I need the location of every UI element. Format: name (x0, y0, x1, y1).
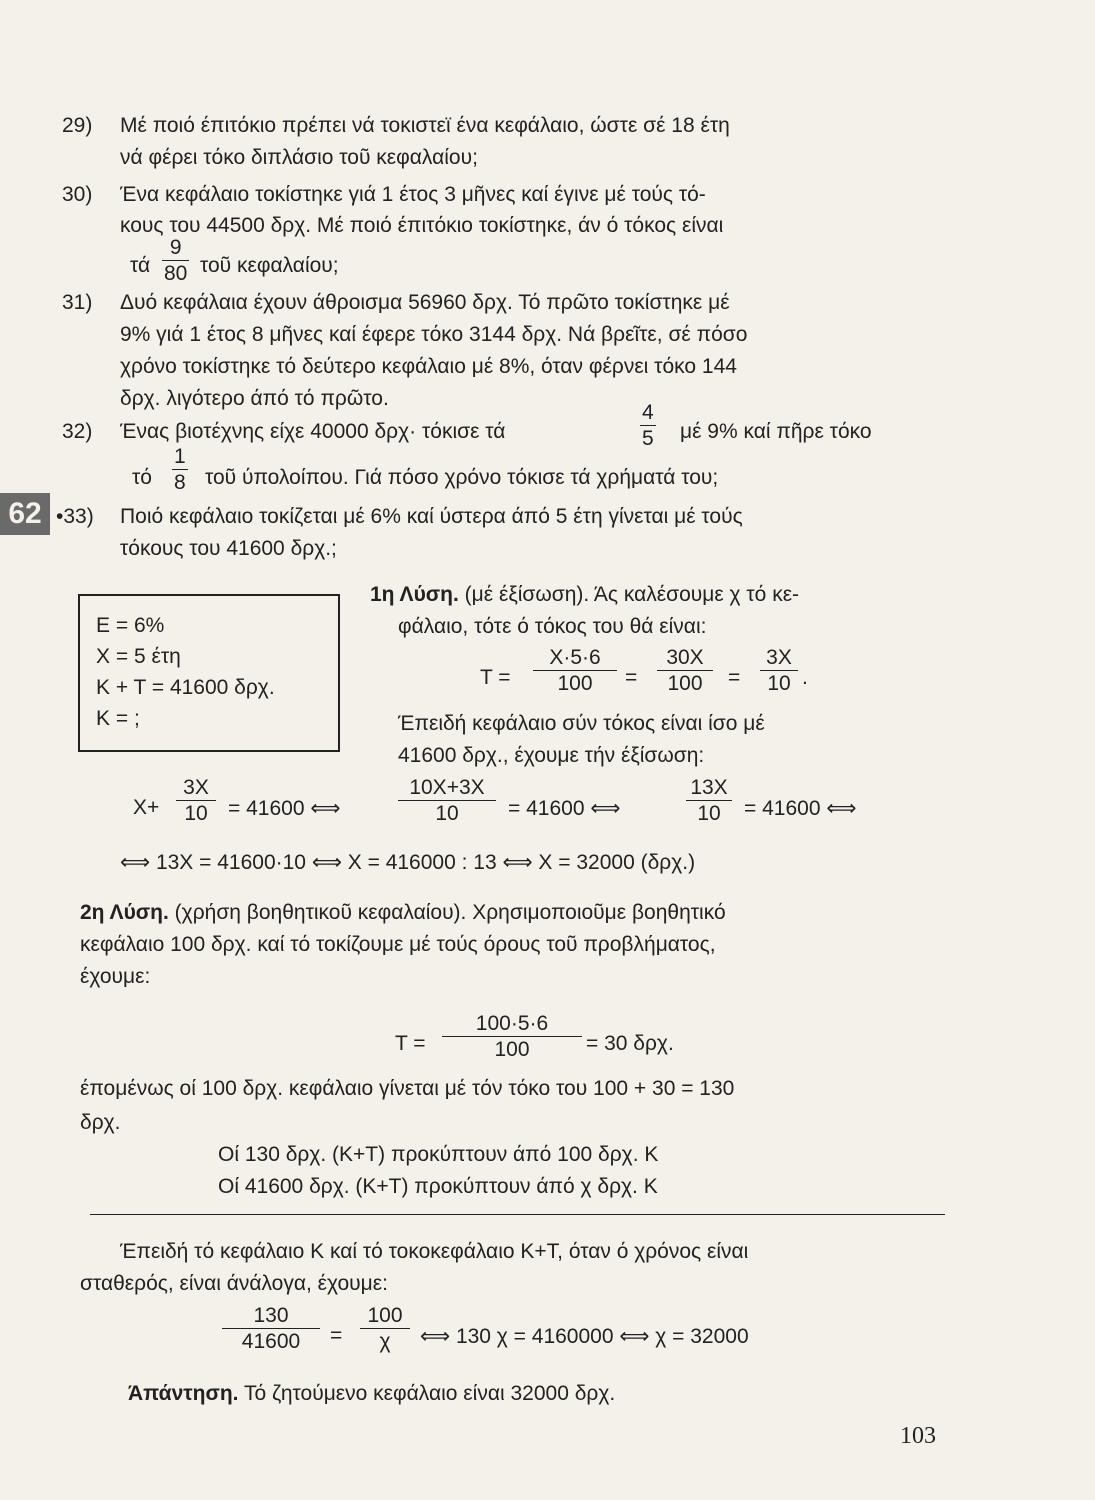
fraction-denominator: 10 (398, 800, 496, 824)
fraction-denominator: 100 (442, 1036, 582, 1060)
fraction-10056-100 (442, 1013, 582, 1060)
fraction-denominator: 41600 (222, 1328, 320, 1352)
t-lhs: Τ = (395, 1032, 426, 1055)
problem-30-line-2: κους του 44500 δρχ. Μέ ποιό έπιτόκιο τοκίστηκε, άν ό τόκος είναι (120, 214, 724, 237)
solution-1-line-3: Έπειδή κεφάλαιο σύν τόκος είναι ίσο μέ (398, 712, 765, 735)
fraction-denominator: 100 (657, 670, 713, 694)
solution-2-header (80, 901, 726, 925)
horizontal-rule (90, 1214, 945, 1215)
fraction-denominator: 100 (533, 670, 617, 694)
fraction-numerator: 4 (642, 401, 654, 424)
t-lhs: Τ = (480, 666, 511, 689)
fraction-numerator: 10Χ+3Χ (409, 776, 485, 799)
fraction-denominator: 80 (164, 262, 188, 285)
period: . (802, 666, 808, 689)
fraction-numerator: 3Χ (766, 646, 792, 669)
fraction-numerator: 130 (253, 1304, 289, 1327)
given-rate: Ε = 6% (96, 614, 165, 637)
problem-31-line-1: Δυό κεφάλαια έχουν άθροισμα 56960 δρχ. Τό πρῶτο τοκίστηκε μέ (120, 291, 730, 314)
solution-2-heading: 2η Λύση. (80, 901, 169, 924)
fraction-3x-10 (176, 777, 216, 824)
eq-result-1: = 41600 ⟺ (228, 797, 341, 820)
problem-31-line-3: χρόνο τοκίστηκε τό δεύτερο κεφάλαιο μέ 8%, όταν φέρνει τόκο 144 (120, 355, 737, 378)
solution-1-heading-rest: (μέ έξίσωση). Άς καλέσουμε χ τό κε- (464, 583, 800, 606)
t-rhs: = 30 δρχ. (586, 1032, 674, 1055)
equals-sign: = (625, 666, 638, 689)
problem-30-line-1: Ένα κεφάλαιο τοκίστηκε γιά 1 έτος 3 μῆνες καί έγινε μέ τούς τό- (120, 183, 706, 206)
fraction-denominator: 10 (686, 800, 732, 824)
after-line-2: σταθερός, είναι άνάλογα, έχουμε: (80, 1272, 388, 1295)
fraction-10x3x-10 (398, 777, 496, 824)
eq-x-plus: Χ+ (133, 796, 160, 819)
problem-29-line-2: νά φέρει τόκο διπλάσιο τοῦ κεφαλαίου; (120, 146, 478, 169)
fraction-numerator: Χ·5·6 (549, 646, 601, 669)
page-number: 103 (900, 1423, 936, 1449)
solution-2-line-4: έπομένως οί 100 δρχ. κεφάλαιο γίνεται μέ τόν τόκο του 100 + 30 = 130 (80, 1077, 735, 1100)
fraction-numerator: 30Χ (666, 646, 704, 669)
given-unknown: Κ = ; (96, 707, 140, 730)
solution-1-line-2: φάλαιο, τότε ό τόκος του θά είναι: (398, 615, 707, 638)
equals-sign: = (728, 666, 741, 689)
problem-33-line-2: τόκους του 41600 δρχ.; (120, 537, 337, 560)
fraction-numerator: 3Χ (183, 776, 209, 799)
fraction-denominator: 5 (642, 427, 654, 450)
problem-29-line-1: Μέ ποιό έπιτόκιο πρέπει νά τοκιστεϊ ένα κεφάλαιο, ώστε σέ 18 έτη (120, 114, 730, 137)
problem-31-line-2: 9% γιά 1 έτος 8 μῆνες καί έφερε τόκο 3144 δρχ. Νά βρεῖτε, σέ πόσο (120, 323, 748, 346)
solution-1-heading: 1η Λύση. (370, 583, 459, 606)
answer-text: Τό ζητούμενο κεφάλαιο είναι 32000 δρχ. (243, 1382, 616, 1405)
problem-32-line-1b: μέ 9% καί πῆρε τόκο (680, 420, 872, 443)
answer-label: Άπάντηση. (128, 1382, 239, 1405)
solution-2-line-3: έχουμε: (80, 965, 151, 988)
fraction-3x-10 (760, 647, 798, 694)
proportion-row-1: Οί 130 δρχ. (Κ+Τ) προκύπτουν άπό 100 δρχ. Κ (218, 1143, 659, 1166)
equals-sign: = (330, 1324, 343, 1347)
problem-32-number: 32) (62, 420, 93, 443)
given-total: Κ + Τ = 41600 δρχ. (96, 676, 275, 699)
fraction-100-x (360, 1305, 410, 1352)
fraction-9-80 (162, 237, 189, 284)
answer (128, 1382, 615, 1406)
proportion-row-2: Οί 41600 δρχ. (Κ+Τ) προκύπτουν άπό χ δρχ. Κ (218, 1175, 658, 1198)
problem-30-frac-suffix: τοῦ κεφαλαίου; (200, 254, 339, 277)
fraction-1-8 (172, 446, 188, 493)
fraction-30x-100 (657, 647, 713, 694)
given-data-box (78, 594, 340, 752)
fraction-denominator: 10 (760, 670, 798, 694)
problem-31-number: 31) (62, 291, 93, 314)
solution-2-heading-rest: (χρήση βοηθητικοῦ κεφαλαίου). Χρησιμοποιοῦμε βοηθητικό (174, 901, 726, 924)
eq-result-3: = 41600 ⟺ (744, 797, 857, 820)
fraction-numerator: 100 (367, 1304, 403, 1327)
solution-1-line-4: 41600 δρχ., έχουμε τήν έξίσωση: (398, 744, 705, 767)
after-line-1: Έπειδή τό κεφάλαιο Κ καί τό τοκοκεφάλαιο Κ+Τ, όταν ό χρόνος είναι (120, 1240, 749, 1263)
problem-33-line-1: Ποιό κεφάλαιο τοκίζεται μέ 6% καί ύστερα άπό 5 έτη γίνεται μέ τούς (120, 505, 743, 528)
solution-2-line-5: δρχ. (80, 1111, 121, 1134)
given-time: Χ = 5 έτη (96, 645, 181, 668)
problem-31-line-4: δρχ. λιγότερο άπό τό πρῶτο. (120, 387, 389, 410)
fraction-denominator: 10 (176, 800, 216, 824)
fraction-numerator: 9 (169, 236, 182, 259)
problem-29-number: 29) (62, 114, 93, 137)
problem-32-line-2b: τοῦ ύπολοίπου. Γιά πόσο χρόνο τόκισε τά χρήματά του; (205, 466, 719, 489)
fraction-13x-10 (686, 777, 732, 824)
fraction-x56-100 (533, 647, 617, 694)
problem-32-line-1a: Ένας βιοτέχνης είχε 40000 δρχ· τόκισε τά (120, 420, 506, 443)
problem-33-number: •33) (56, 505, 94, 528)
fraction-4-5 (640, 402, 656, 449)
fraction-denominator: 8 (174, 471, 186, 494)
fraction-numerator: 100·5·6 (475, 1012, 549, 1035)
fraction-numerator: 13Χ (690, 776, 728, 799)
problem-30-frac-prefix: τά (130, 254, 151, 277)
fraction-numerator: 1 (174, 445, 186, 468)
solution-2-line-2: κεφάλαιο 100 δρχ. καί τό τοκίζουμε μέ τούς όρους τοῦ προβλήματος, (80, 933, 716, 956)
problem-30-number: 30) (62, 183, 93, 206)
chapter-tab: 62 (0, 493, 50, 535)
solution-1-header (370, 583, 799, 607)
fraction-130-41600 (222, 1305, 320, 1352)
proportion-result: ⟺ 130 χ = 4160000 ⟺ χ = 32000 (420, 1325, 749, 1348)
fraction-denominator: χ (360, 1328, 410, 1352)
problem-32-line-2a: τό (132, 466, 152, 489)
solution-1-final: ⟺ 13Χ = 41600·10 ⟺ Χ = 416000 : 13 ⟺ Χ = 32000 (δρχ.) (120, 851, 696, 874)
eq-result-2: = 41600 ⟺ (508, 797, 621, 820)
